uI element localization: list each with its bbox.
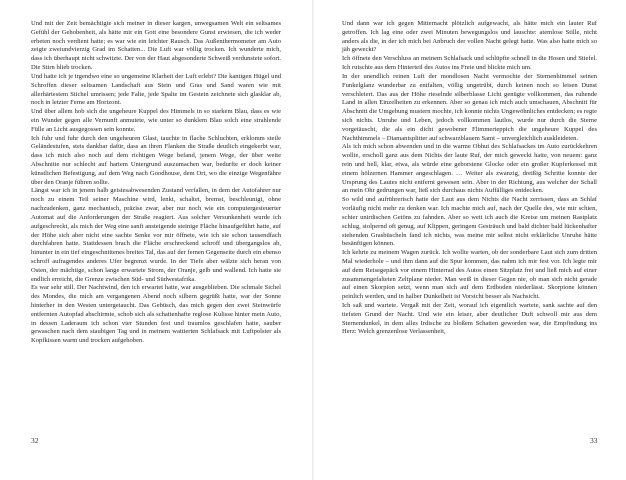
paragraph: Und hatte ich je irgendwo eine so ungemeine Klarheit der Luft erlebt? Die kantigen Hügel und Schroffen dieser seltsamen Landschaft aus Stein und Gras und Sand waren wie mit allerhärtestem Stichel umrissen; jede Falte, jede Spalte im Gestein zeichnete sich glasklar ab, noch in letzter Ferne am Horizont. — [31, 72, 281, 107]
paragraph: Ich kehrte zu meinem Wagen zurück. Ich wollte warten, ob der sonderbare Laut sich zum dritten Mal wiederhole – und ihm dann auf die Spur kommen, das nahm ich mir fest vor. Ich legte mir auf dem Reisegepäck vor einem Hinterrad des Autos einen Sitzplatz frei und ließ mich auf einer zusammengefalteten Zeltplane nieder. Man weiß in dieser Gegen nie, ob man sich nicht gerade auf einen Skorpion setzt, wenn man sich auf dem Erdboden niederlässt. Skorpione können peinlich werden, und in halber Dunkelheit ist Vorsicht besser als Nachsicht. — [342, 249, 597, 301]
right-page-body — [342, 20, 597, 337]
right-page-number: 33 — [590, 436, 598, 445]
right-page — [314, 0, 626, 480]
paragraph: Als ich mich schon abwenden und in die warme Obhut des Schlafsackes im Auto zurückkehren wollte, erscholl ganz aus dem Nichts der laute Ruf, der mich geweckt hatte, von neuem: ganz rein und hell, klar, etwa, als würde eine geborstene Glocke oder ein großer Kupferkessel mit einem hölzernen Hammer angeschlagen. … Weiter als zwanzig, dreißig Schritte konnte der Ursprung des Lautes nicht entfernt gewesen sein. Aber in der Richtung, aus welcher der Schall an mein Ohr gedrungen war, ließ sich durchaus nichts Auffälliges entdecken. — [342, 143, 597, 195]
left-page-body — [31, 20, 281, 346]
paragraph: Und mit der Zeit bemächtigte sich meiner in dieser kargen, unwegsamen Welt ein seltsames Gefühl der Gehobenheit, als hätte mir ein Gott eine besondere Gunst erwiesen, die ich weder erbeten noch verdient hatte; es war wie ein leichter Rausch. Das Außenthermometer am Auto zeigte zweiundvierzig Grad im Schatten... Die Luft war völlig trocken. Ich wunderte mich, dass ich überhaupt nicht schwitzte. Der von der Haut abgesonderte Schweiß verdunstete sofort. Die Stirn blieb trocken. — [31, 20, 281, 72]
paragraph: Längst war ich in jenem halb geistesabwesenden Zustand verfallen, in dem der Autofahrer nur noch zu einem Teil seiner Maschine wird, lenkt, schaltet, bremst, beschleunigt, ohne nachzudenken, ganz mechanisch, präzise zwar, aber nur noch wie ein computergesteuerter Automat auf die Anforderungen der Straße reagiert. Aus solcher Versunkenheit wurde ich aufgeschreckt, als mich der Weg eine sanft ansteigende steinige Fläche hinaufgeführt hatte, auf der Höhe sich aber nicht eine sachte Senke vor mir öffnete, wie ich sie schon tausendfach durchfahren hatte. Stattdessen brach die Fläche erschreckend schroff und übergangslos ab, hinunter in ein tief eingeschnittenes breites Tal, das auf der fernen Gegenseite durch ein ebenso schroff aufragendes anderes Ufer begrenzt wurde. In der Tiefe aber wälzte sich heran von Osten, der mächtige, schon lange erwartete Strom, der Oranje, gelb und wallend. Ich hatte sie endlich erreicht, die Grenze zwischen Süd- und Südwestafrika. — [31, 187, 281, 283]
paragraph: Ich saß und wartete. Vergaß mit der Zeit, worauf ich eigentlich wartete, sank sachte auf den tiefsten Grund der Nacht. Und wie ein leiser, aber deutlicher Duft schwoll mir aus dem Sternendunkel, in dem alles Irdische zu bloßem Schatten geworden war, die Empfindung ins Herz: Welch grenzenlose Verlassenheit, — [342, 302, 597, 336]
left-page-number: 32 — [31, 436, 39, 445]
left-page — [0, 0, 312, 480]
paragraph: Ich fuhr und fuhr durch den ungeheuren Glast, tauchte in flache Schluchten, erklomm steile Geländestufen, stets dankbar dafür, dass an ihren Flanken die Straße deutlich eingekerbt war, dass ich mich also noch auf dem richtigen Wege befand, jenem Wege, der über weite Abschnitte nur schlecht auf hartem Untergrund auszumachen war, bedurfte er doch keiner künstlichen Befestigung, auf dem Weg nach Goodhouse, dem Ort, wo die einzige Wegenfähre über den Oranje führen sollte. — [31, 134, 281, 186]
paragraph: Es war sehr still. Der Nachtwind, den ich erwartet hatte, war ausgeblieben. Die schmale Sichel des Mondes, die mich am vergangenen Abend noch silbern gegrüßt hatte, war der Sonne hinterher in den Westen untergetaucht. Das Gebüsch, das mich gegen den zwei Steinwürfe entfernten Autopfad abschirmte, schob sich als schattenhafte reglose Kulisse hinter mein Auto, in dessen Laderaum ich schon vier Stunden fest und traumlos geschlafen hatte, sauber gewaschen nach dem staubigen Tag und in meinem wattierten Schlafsack mit Luftpolster als Kopfkissen warm und trocken aufgehoben. — [31, 284, 281, 345]
paragraph: Ich öffnete den Verschluss an meinem Schlafsack und schlüpfte schnell in die Hosen und Stiefel. Ich rutschte aus dem Hinterteil des Autos ins Freie und blickte mich um. — [342, 55, 597, 72]
paragraph: Und dann war ich gegen Mitternacht plötzlich aufgewacht, als hätte mich ein lauter Ruf getroffen. Ich lag eine oder zwei Minuten bewegungslos und lauschte: atemlose Stille, nicht anders als die, in der ich mich bei Anbruch der vollen Nacht gelegt hatte. Was also hatte mich so jäh geweckt? — [342, 20, 597, 54]
paragraph: So wild und aufrührerisch hatte der Laut aus dem Nichts die Nacht zerrissen, dass an Schlaf vorläufig nicht mehr zu denken war. Ich machte mich auf, nach der Quelle des, wie mir schien, schier unirdischen Getöns zu fahnden. Aber so weit ich auch die Kreise um meinen Rastplatz schlug, stolpernd oft genug, auf Klippen, geringem Gesträuch und bald dichter bald lückenhafter stehenden Grasbüscheln fand ich nichts, was meine mir selbst nicht erklärliche Unruhe hätte besänftigen können. — [342, 196, 597, 248]
paragraph: In der unendlich reinen Luft der mondlosen Nacht vermochte der Sternenhimmel seinen Funkelglanz wunderbar zu entfalten, völlig ungetrübt, durch keinen noch so leisen Dunst verschleiert. Das aus der Höhe rieselnde silberblasse Licht genügte vollkommen, das ruhende Land in allen Einzelheiten zu erkennen. Aber so genau ich mich auch umschauen, Abschnitt für Abschnitt die Umgebung mustern mochte, ich konnte nichts Ungewöhnliches entdecken; es regte sich nichts. Unruhe und Leben, jedoch vollkommen lautlos, wurde nur durch die Sterne vorgetäuscht, die als ein dicht gewobener Flimmerteppich die ungeheure Kuppel des Nachthimmels – Diamantsplitter auf schwarzblauem Samt – unvergleichlich auskleideten. — [342, 72, 597, 142]
paragraph: Und über allem hob sich die ungeheure Kuppel des Himmels in so starkem Blau, dass es wie ein Wunder gegen alle Vernunft anmutete, wie unter so dunklem Blau solch eine strahlende Fülle an Licht ausgegossen sein konnte. — [31, 108, 281, 133]
